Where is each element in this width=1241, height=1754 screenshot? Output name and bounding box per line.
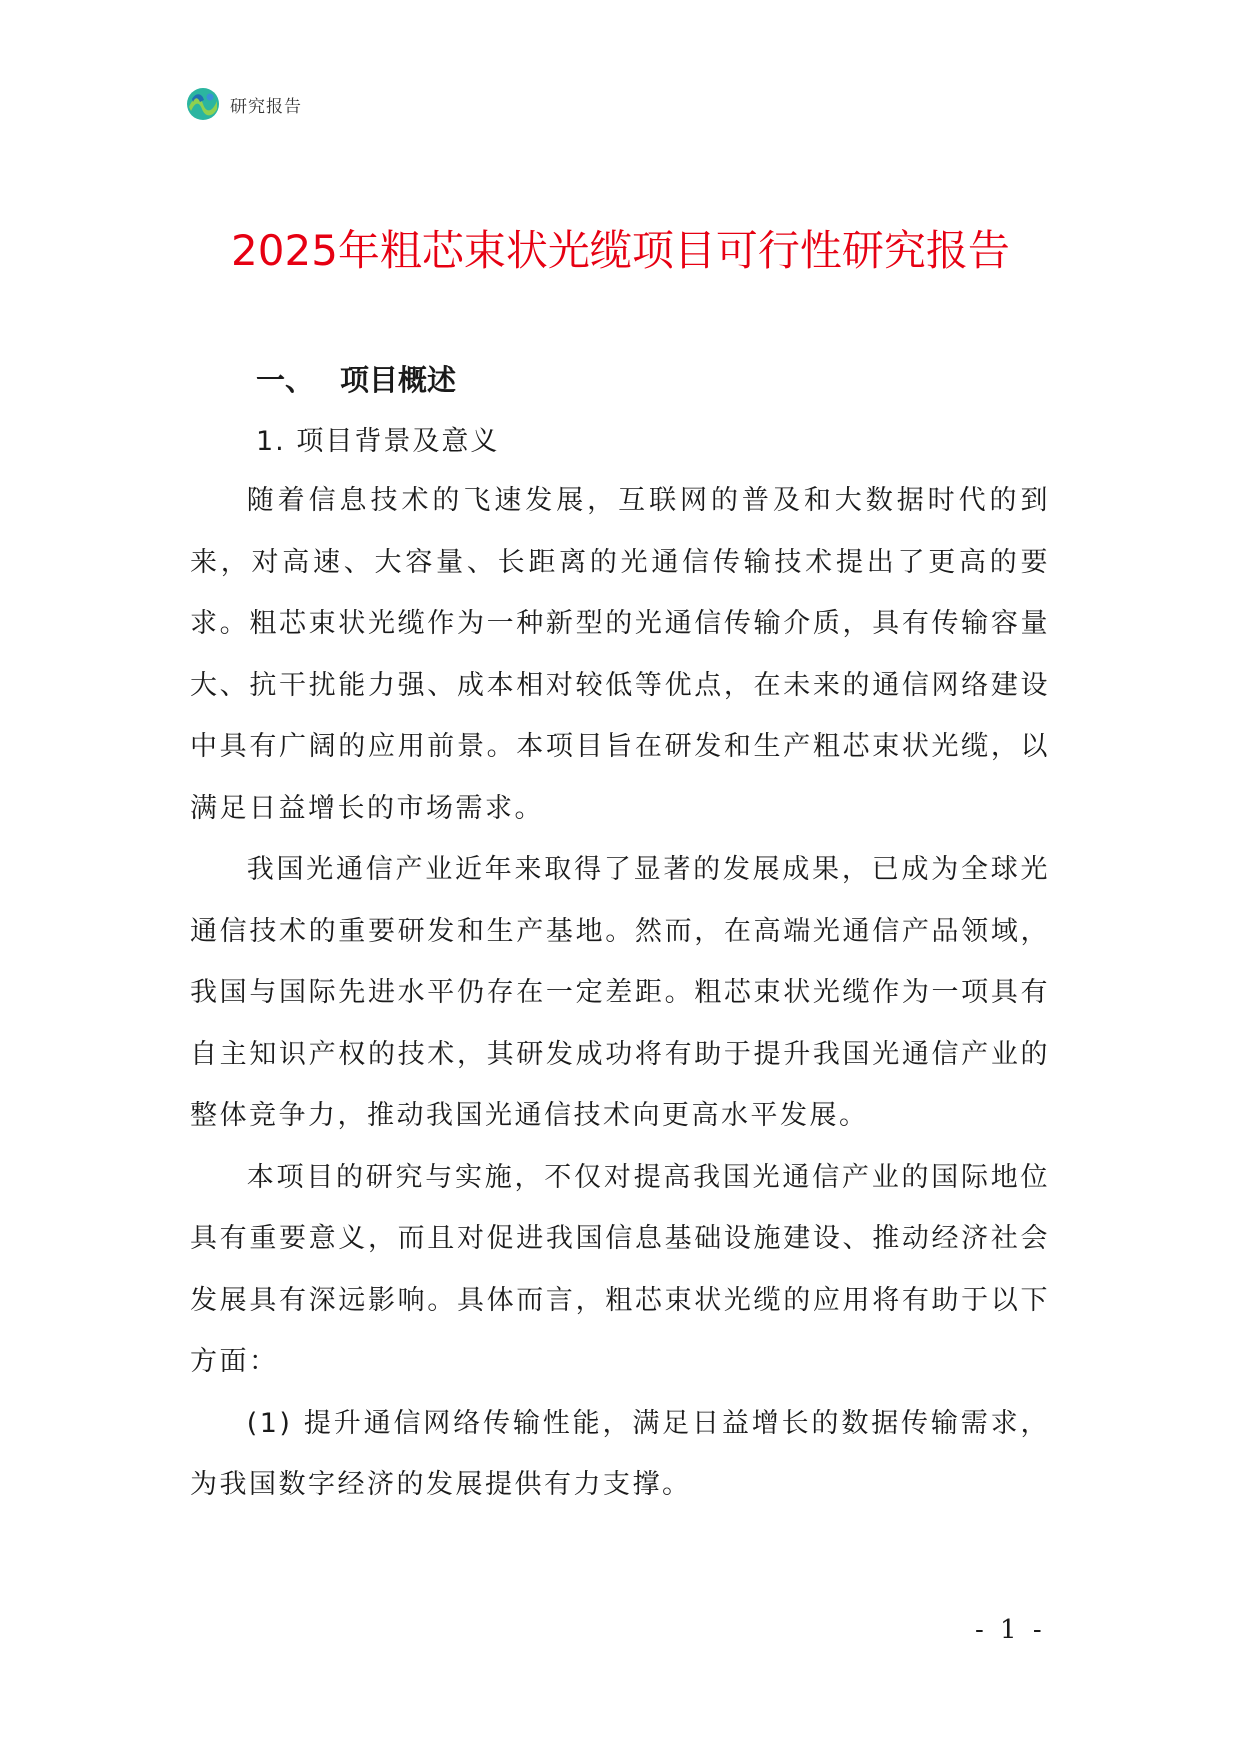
section-heading [256,350,1050,406]
document-title: 2025年粗芯束状光缆项目可行性研究报告 [231,226,1010,275]
subsection-heading: 1. 项目背景及意义 [256,425,500,457]
paragraph: 随着信息技术的飞速发展，互联网的普及和大数据时代的到来，对高速、大容量、长距离的光通信传输技术提出了更高的要求。粗芯束状光缆作为一种新型的光通信传输介质，具有传输容量大、抗干扰能力强、成本相对较低等优点，在未来的通信网络建设中具有广阔的应用前景。本项目旨在研发和生产粗芯束状光缆，以满足日益增长的市场需求。 [190,485,1050,824]
page-number: - 1 - [975,1615,1046,1645]
logo-icon [186,87,220,121]
paragraph: (1) 提升通信网络传输性能，满足日益增长的数据传输需求，为我国数字经济的发展提供有力支撑。 [190,1407,1050,1500]
page-header [186,86,302,122]
section-number: 一、 [256,362,315,397]
section-title: 项目概述 [340,362,457,397]
paragraph: 我国光通信产业近年来取得了显著的发展成果，已成为全球光通信技术的重要研发和生产基地。然而，在高端光通信产品领域，我国与国际先进水平仍存在一定差距。粗芯束状光缆作为一项具有自主知识产权的技术，其研发成功将有助于提升我国光通信产业的整体竞争力，推动我国光通信技术向更高水平发展。 [190,854,1050,1131]
header-label: 研究报告 [230,96,302,117]
paragraph: 本项目的研究与实施，不仅对提高我国光通信产业的国际地位具有重要意义，而且对促进我国信息基础设施建设、推动经济社会发展具有深远影响。具体而言，粗芯束状光缆的应用将有助于以下方面： [190,1161,1050,1377]
document-body [190,350,1050,1516]
